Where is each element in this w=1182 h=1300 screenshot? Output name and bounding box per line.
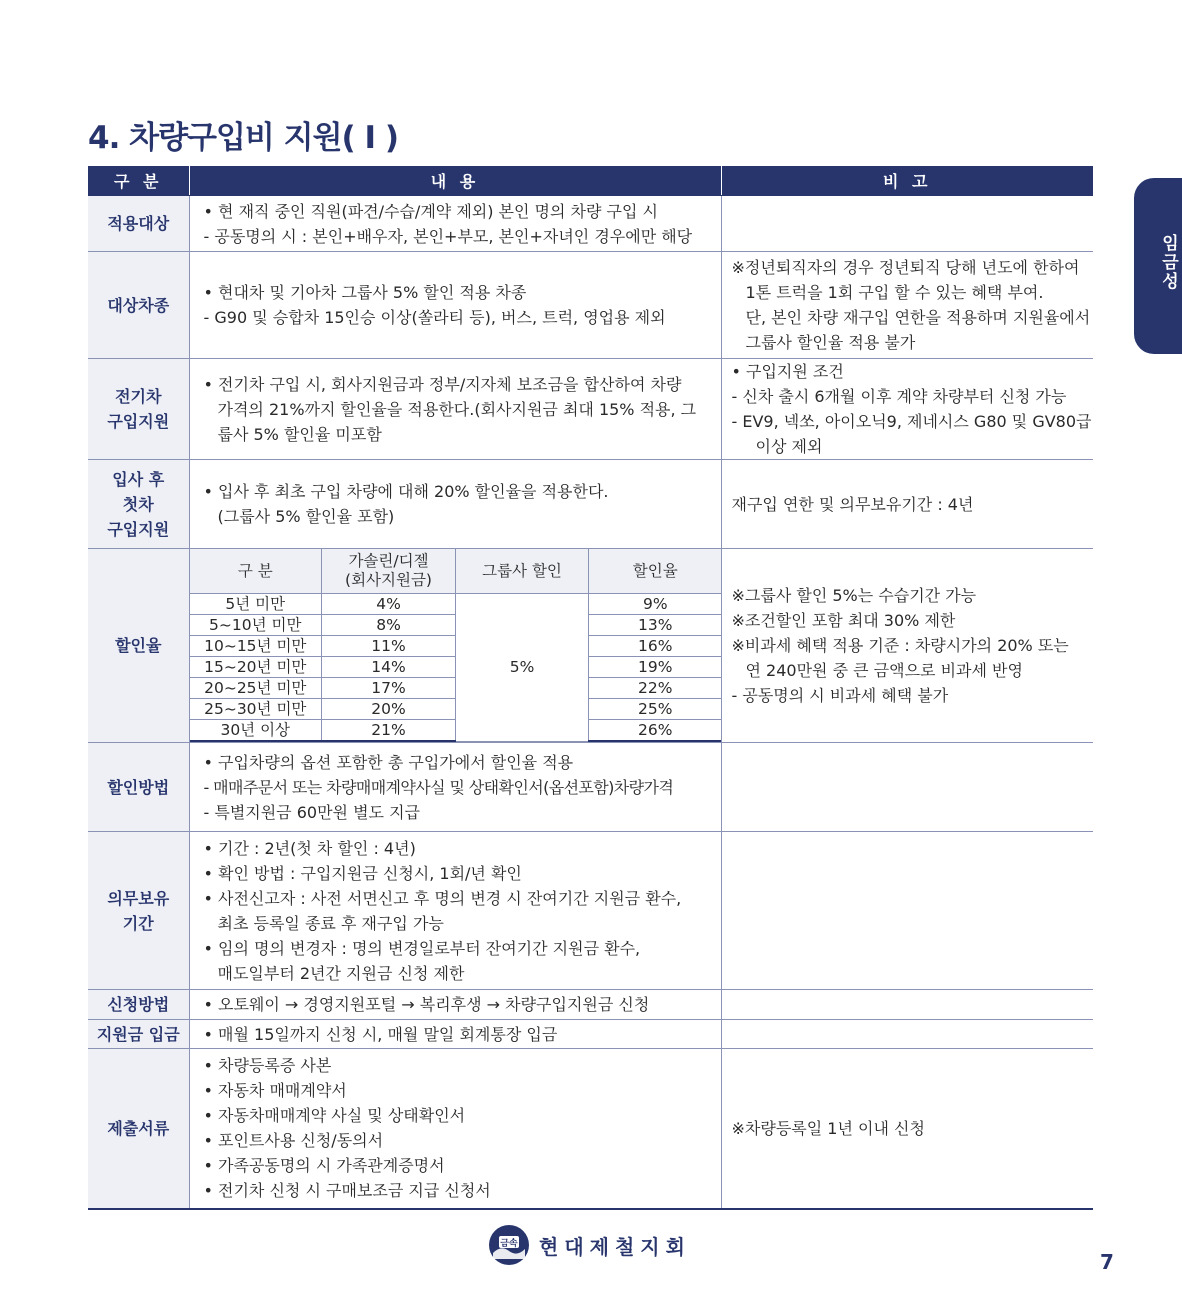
note-line: 이상 제외	[755, 437, 823, 456]
row-documents	[88, 1049, 1093, 1209]
content-line: • 오토웨이 → 경영지원포털 → 복리후생 → 차량구입지원금 신청	[203, 995, 650, 1014]
rate-header-row	[190, 549, 722, 594]
category-line: 구입지원	[107, 412, 170, 431]
category-eligibility: 적용대상	[88, 196, 189, 252]
rate-period: 30년 이상	[190, 720, 322, 742]
note-discount	[721, 549, 1093, 743]
content-line: 최초 등록일 종료 후 재구입 가능	[217, 913, 444, 933]
content-eligibility	[189, 196, 721, 252]
union-logo	[487, 1222, 691, 1268]
content-line: • 기간 : 2년(첫 차 할인 : 4년)	[203, 838, 416, 858]
rate-company: 11%	[322, 636, 456, 657]
vehicle-support-table	[88, 166, 1093, 1210]
note-line: ※조건할인 포함 최대 30% 제한	[731, 611, 956, 630]
content-line: • 확인 방법 : 구입지원금 신청시, 1회/년 확인	[203, 863, 522, 883]
row-method	[88, 743, 1093, 832]
note-line: ※차량등록일 1년 이내 신청	[731, 1118, 925, 1138]
rate-company: 8%	[322, 615, 456, 636]
rate-header-company	[322, 549, 456, 594]
content-line: • 전기차 구입 시, 회사지원금과 정부/지자체 보조금을 합산하여 차량	[203, 374, 682, 394]
row-vehicles	[88, 252, 1093, 359]
content-line: • 매월 15일까지 신청 시, 매월 말일 회계통장 입금	[203, 1024, 558, 1044]
category-line: 기간	[122, 913, 154, 933]
category-vehicles: 대상차종	[88, 252, 189, 359]
rate-header-group: 그룹사 할인	[456, 549, 589, 594]
category-line: 구입지원	[107, 519, 170, 539]
note-line: 단, 본인 차량 재구입 연한을 적용하며 지원율에서	[745, 308, 1091, 327]
rate-group-discount: 5%	[456, 594, 589, 742]
rate-period: 20~25년 미만	[190, 678, 322, 699]
content-line: • 구입차량의 옵션 포함한 총 구입가에서 할인율 적용	[203, 752, 574, 772]
category-apply: 신청방법	[88, 990, 189, 1020]
content-vehicles	[189, 252, 721, 359]
category-line: 입사 후	[112, 469, 165, 489]
content-line: • 임의 명의 변경자 : 명의 변경일로부터 잔여기간 지원금 환수,	[203, 938, 641, 958]
category-line: 의무보유	[107, 888, 170, 908]
content-line: 매도일부터 2년간 지원금 신청 제한	[217, 963, 465, 983]
note-method	[721, 743, 1093, 832]
note-line: 1톤 트럭을 1회 구입 할 수 있는 혜택 부여.	[745, 283, 1044, 302]
rate-period: 10~15년 미만	[190, 636, 322, 657]
note-line: 연 240만원 중 큰 금액으로 비과세 반영	[745, 661, 1023, 680]
row-apply	[88, 990, 1093, 1020]
page-title: 4. 차량구입비 지원( Ⅰ )	[88, 120, 399, 156]
page-number: 7	[1100, 1250, 1114, 1274]
note-line: ※정년퇴직자의 경우 정년퇴직 당해 년도에 한하여	[731, 258, 1080, 277]
note-line: - EV9, 넥쏘, 아이오닉9, 제네시스 G80 및 GV80급	[731, 412, 1092, 431]
rate-company: 17%	[322, 678, 456, 699]
content-line: (그룹사 5% 할인율 포함)	[217, 507, 395, 526]
row-first-car	[88, 460, 1093, 549]
content-line: • 사전신고자 : 사전 서면신고 후 명의 변경 시 잔여기간 지원금 환수,	[203, 888, 682, 908]
note-line: 재구입 연한 및 의무보유기간 : 4년	[731, 494, 974, 514]
rate-company: 21%	[322, 720, 456, 742]
content-line: - 매매주문서 또는 차량매매계약사실 및 상태확인서(옵션포함)차량가격	[203, 777, 674, 797]
content-line: • 포인트사용 신청/동의서	[203, 1131, 384, 1151]
rate-header-line: (회사지원금)	[345, 571, 432, 589]
category-line: 첫차	[122, 494, 154, 514]
content-line: • 차량등록증 사본	[203, 1056, 332, 1076]
content-holding	[189, 832, 721, 990]
content-line: • 현대차 및 기아차 그룹사 5% 할인 적용 차종	[203, 283, 527, 302]
side-section-tab[interactable]	[1134, 178, 1182, 354]
row-ev	[88, 359, 1093, 460]
category-discount: 할인율	[88, 549, 189, 743]
note-line: 그룹사 할인율 적용 불가	[745, 333, 916, 352]
category-holding	[88, 832, 189, 990]
content-documents	[189, 1049, 721, 1209]
union-name: 현대제철지회	[539, 1234, 691, 1259]
note-vehicles	[721, 252, 1093, 359]
content-line: • 자동차매매계약 사실 및 상태확인서	[203, 1106, 466, 1126]
emblem-text: 금속	[500, 1239, 518, 1249]
note-line: • 구입지원 조건	[731, 362, 844, 381]
note-eligibility	[721, 196, 1093, 252]
header-category: 구 분	[88, 167, 189, 196]
category-method: 할인방법	[88, 743, 189, 832]
category-documents: 제출서류	[88, 1049, 189, 1209]
note-payment	[721, 1020, 1093, 1049]
rate-header-line: 가솔린/디젤	[348, 552, 429, 570]
content-line: • 전기차 신청 시 구매보조금 지급 신청서	[203, 1181, 491, 1201]
rate-total: 13%	[589, 615, 722, 636]
rate-total: 25%	[589, 699, 722, 720]
category-line: 전기차	[115, 387, 162, 406]
rate-period: 5년 미만	[190, 594, 322, 615]
content-line: • 현 재직 중인 직원(파견/수습/계약 제외) 본인 명의 차량 구입 시	[203, 201, 659, 221]
content-line: 가격의 21%까지 할인율을 적용한다.(회사지원금 최대 15% 적용, 그	[217, 399, 697, 419]
row-holding	[88, 832, 1093, 990]
header-content: 내 용	[189, 167, 721, 196]
row-discount	[88, 549, 1093, 743]
row-payment	[88, 1020, 1093, 1049]
note-line: - 신차 출시 6개월 이후 계약 차량부터 신청 가능	[731, 387, 1067, 406]
rate-company: 4%	[322, 594, 456, 615]
rate-company: 20%	[322, 699, 456, 720]
rate-total: 9%	[589, 594, 722, 615]
table-header-row	[88, 167, 1093, 196]
content-line: - 공동명의 시 : 본인+배우자, 본인+부모, 본인+자녀인 경우에만 해당	[203, 226, 693, 246]
rate-total: 19%	[589, 657, 722, 678]
category-payment: 지원금 입금	[88, 1020, 189, 1049]
note-apply	[721, 990, 1093, 1020]
content-line: 룹사 5% 할인율 미포함	[217, 424, 382, 444]
note-documents	[721, 1049, 1093, 1209]
discount-table-cell	[189, 549, 721, 743]
rate-period: 25~30년 미만	[190, 699, 322, 720]
rate-total: 16%	[589, 636, 722, 657]
rate-row	[190, 594, 722, 615]
rate-company: 14%	[322, 657, 456, 678]
row-eligibility	[88, 196, 1093, 252]
header-remarks: 비 고	[721, 167, 1093, 196]
rate-total: 26%	[589, 720, 722, 742]
rate-header-total: 할인율	[589, 549, 722, 594]
content-first-car	[189, 460, 721, 549]
note-holding	[721, 832, 1093, 990]
note-ev	[721, 359, 1093, 460]
side-tab-label: 임금성	[1158, 234, 1178, 291]
content-line: • 가족공동명의 시 가족관계증명서	[203, 1156, 445, 1176]
category-first-car	[88, 460, 189, 549]
rate-total: 22%	[589, 678, 722, 699]
discount-rate-table	[190, 549, 722, 742]
note-line: - 공동명의 시 비과세 혜택 불가	[731, 686, 949, 705]
note-line: ※그룹사 할인 5%는 수습기간 가능	[731, 586, 977, 605]
content-line: • 자동차 매매계약서	[203, 1081, 347, 1101]
content-line: • 입사 후 최초 구입 차량에 대해 20% 할인율을 적용한다.	[203, 482, 609, 501]
note-first-car	[721, 460, 1093, 549]
content-apply	[189, 990, 721, 1020]
content-method	[189, 743, 721, 832]
note-line: ※비과세 혜택 적용 기준 : 차량시가의 20% 또는	[731, 636, 1069, 655]
rate-period: 15~20년 미만	[190, 657, 322, 678]
union-emblem-icon	[487, 1223, 531, 1267]
rate-period: 5~10년 미만	[190, 615, 322, 636]
content-line: - 특별지원금 60만원 별도 지급	[203, 802, 420, 822]
content-payment	[189, 1020, 721, 1049]
content-line: - G90 및 승합차 15인승 이상(쏠라티 등), 버스, 트럭, 영업용 제외	[203, 308, 666, 327]
rate-header-period: 구 분	[190, 549, 322, 594]
content-ev	[189, 359, 721, 460]
category-ev	[88, 359, 189, 460]
